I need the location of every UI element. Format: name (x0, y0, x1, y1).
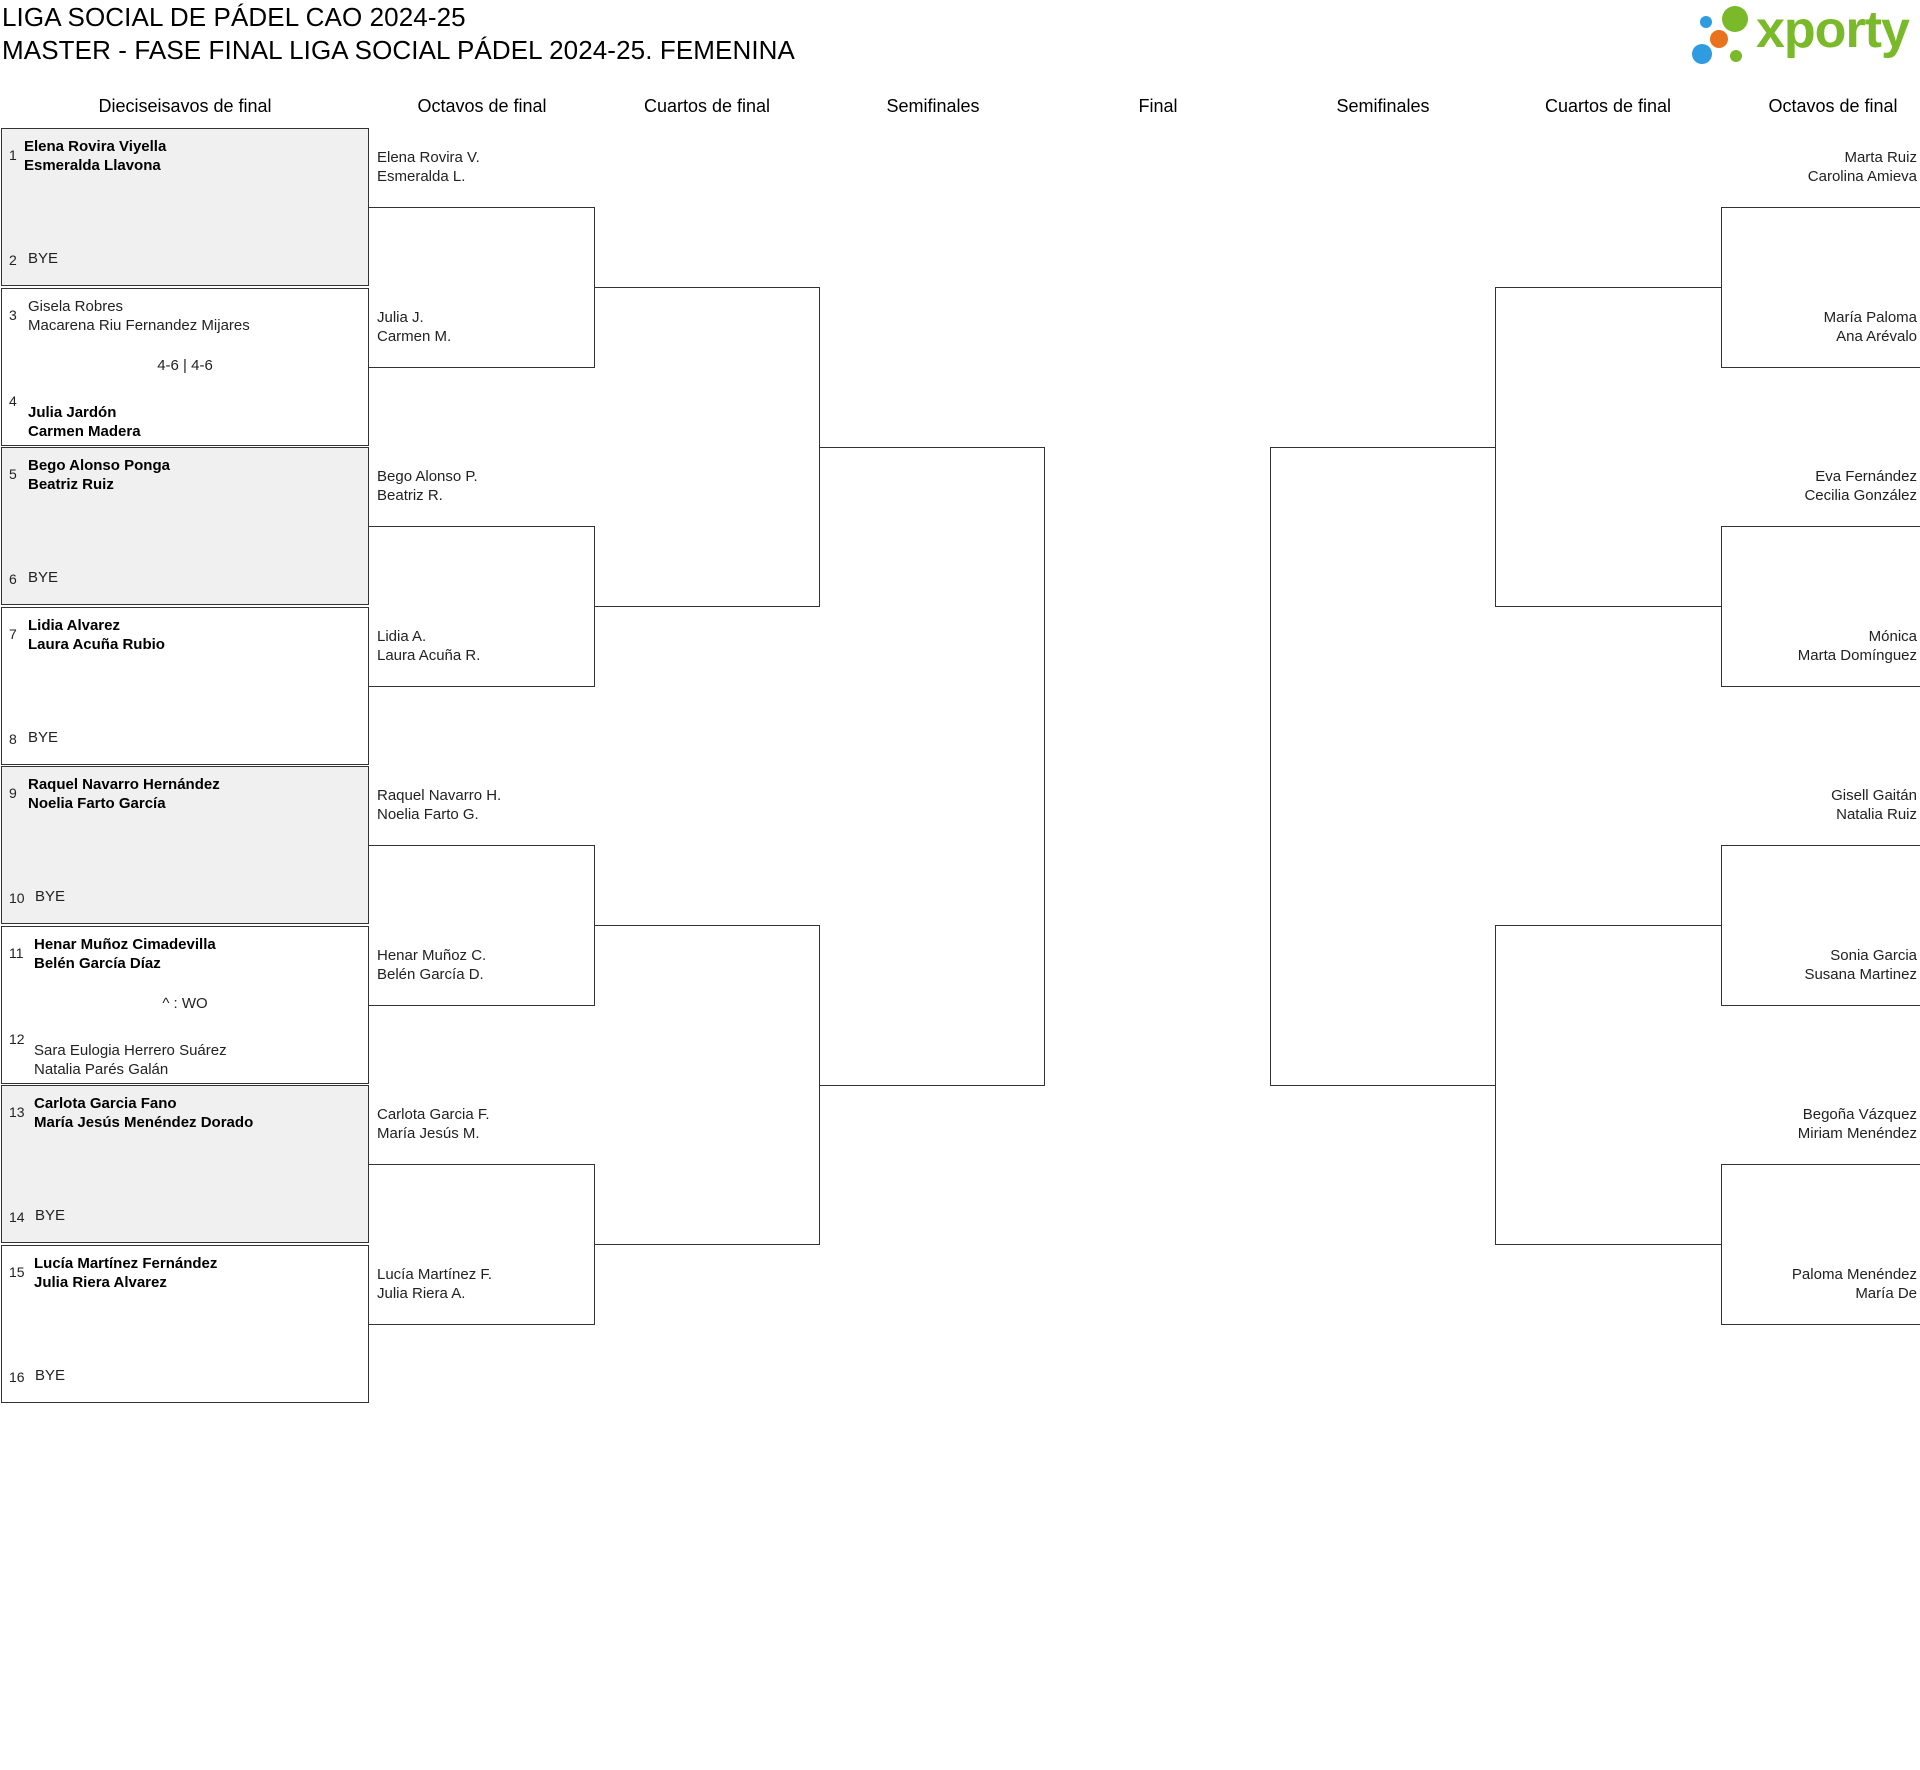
player-name: Ana Arévalo (1836, 327, 1917, 345)
player-name: Laura Acuña R. (377, 646, 481, 664)
seed-number: 11 (9, 944, 24, 961)
r16-team (377, 786, 501, 824)
bracket-connector (369, 1164, 595, 1325)
bracket-connector (595, 925, 820, 1245)
player-name: Esmeralda Llavona (24, 157, 161, 174)
seed-number: 15 (9, 1263, 25, 1280)
bracket-connector (1721, 845, 1920, 1006)
player-name: Julia Riera Alvarez (34, 1273, 167, 1291)
r16-team (377, 148, 480, 186)
player-name: Natalia Parés Galán (34, 1060, 169, 1078)
seed-number: 3 (9, 306, 17, 323)
player-name: Esmeralda L. (377, 168, 466, 185)
player-name: Julia Riera A. (377, 1284, 466, 1302)
match-box (1, 1085, 369, 1243)
player-name: Beatriz R. (377, 487, 443, 504)
logo-dot-green-small (1730, 50, 1742, 62)
player-name: Lidia A. (377, 627, 427, 645)
player-name: Sonia Garcia (1830, 946, 1917, 964)
seed-number: 16 (9, 1368, 25, 1385)
player-name: María De (1855, 1284, 1917, 1302)
seed-number: 10 (9, 890, 25, 906)
player-name: Carmen Madera (28, 422, 141, 440)
r16-team (1831, 786, 1917, 824)
seed-number: 9 (9, 785, 17, 801)
player-name: Noelia Farto G. (377, 806, 479, 823)
player-name: Elena Rovira V. (377, 149, 480, 166)
player-name: Mónica (1868, 627, 1917, 645)
logo-dot-orange (1710, 30, 1728, 48)
player-name: BYE (28, 569, 59, 586)
bracket-connector (820, 447, 1045, 1086)
tournament-subtitle: MASTER - FASE FINAL LIGA SOCIAL PÁDEL 2024-25. FEMENINA (2, 35, 795, 65)
match-box (1, 1245, 369, 1403)
seed-number: 12 (9, 1030, 25, 1047)
player-name: Laura Acuña Rubio (28, 635, 165, 653)
bracket-connector (1721, 1164, 1920, 1325)
player-name: Henar Muñoz C. (377, 946, 487, 964)
bracket-connector (369, 845, 595, 1006)
seed-number: 8 (9, 730, 17, 747)
player-name: Marta Domínguez (1797, 646, 1917, 664)
player-name: Elena Rovira Viyella (24, 138, 167, 155)
round-header-qf: Cuartos de final (643, 96, 771, 116)
r16-team (1804, 467, 1917, 505)
player-name: Carolina Amieva (1807, 168, 1917, 185)
player-name: Miriam Menéndez (1797, 1125, 1917, 1142)
bracket-connector (1270, 447, 1495, 1086)
match-box (1, 128, 369, 286)
round-header-final: Final (1138, 96, 1178, 116)
seed-number: 1 (9, 147, 17, 163)
r16-team (377, 467, 478, 505)
match-score: 4-6 | 4-6 (157, 356, 213, 374)
player-name: Lidia Alvarez (28, 616, 120, 634)
seed-number: 4 (9, 392, 17, 409)
player-name: Julia Jardón (28, 403, 117, 421)
player-name: Lucía Martínez F. (377, 1265, 493, 1283)
bracket-connector (1495, 287, 1721, 607)
round-header-qf-right: Cuartos de final (1544, 96, 1672, 116)
bracket-connector (1495, 925, 1721, 1245)
match-box (1, 766, 369, 924)
player-name: BYE (28, 728, 59, 746)
player-name: Carmen M. (377, 327, 452, 345)
match-score: ^ : WO (162, 994, 208, 1012)
round-header-r32: Dieciseisavos de final (98, 96, 272, 116)
bracket-connector (1721, 526, 1920, 687)
player-name: Beatriz Ruiz (28, 476, 114, 493)
player-name: María Jesús Menéndez Dorado (34, 1114, 254, 1131)
match-box (1, 926, 369, 1084)
player-name: María Jesús M. (377, 1125, 480, 1142)
xporty-logo (1688, 2, 1920, 72)
player-name: Carlota Garcia Fano (34, 1095, 177, 1112)
player-name: Bego Alonso P. (377, 468, 478, 485)
player-name: Lucía Martínez Fernández (34, 1254, 218, 1272)
round-header-r16-right: Octavos de final (1768, 96, 1898, 116)
player-name: Carlota Garcia F. (377, 1106, 490, 1123)
r16-team (1808, 148, 1917, 186)
player-name: Eva Fernández (1815, 468, 1917, 485)
logo-dot-green (1722, 6, 1748, 32)
player-name: Raquel Navarro H. (377, 787, 502, 804)
player-name: María Paloma (1823, 308, 1917, 326)
player-name: Noelia Farto García (28, 795, 166, 812)
seed-number: 14 (9, 1209, 25, 1225)
tournament-title: LIGA SOCIAL DE PÁDEL CAO 2024-25 (2, 2, 466, 32)
player-name: Cecilia González (1804, 487, 1917, 504)
player-name: Henar Muñoz Cimadevilla (34, 935, 216, 953)
seed-number: 6 (9, 571, 17, 587)
bracket-connector (369, 526, 595, 687)
match-box (1, 607, 369, 765)
player-name: Gisell Gaitán (1831, 787, 1917, 804)
player-name: Begoña Vázquez (1802, 1106, 1917, 1123)
player-name: Natalia Ruiz (1836, 806, 1917, 823)
r16-team (1798, 1105, 1917, 1143)
player-name: BYE (35, 1366, 66, 1384)
round-header-sf-right: Semifinales (1336, 96, 1430, 116)
player-name: BYE (35, 1207, 66, 1224)
player-name: Sara Eulogia Herrero Suárez (34, 1041, 227, 1059)
player-name: Marta Ruiz (1844, 149, 1917, 166)
player-name: Belén García D. (377, 965, 484, 983)
logo-text: xporty (1756, 1, 1909, 59)
round-header-r16: Octavos de final (417, 96, 547, 116)
seed-number: 13 (9, 1104, 25, 1120)
player-name: Bego Alonso Ponga (28, 457, 170, 474)
player-name: Paloma Menéndez (1791, 1265, 1917, 1283)
logo-dot-blue-small (1700, 16, 1712, 28)
player-name: Raquel Navarro Hernández (28, 776, 220, 793)
player-name: BYE (35, 888, 66, 905)
match-box (1, 447, 369, 605)
bracket-connector (369, 207, 595, 368)
match-box (1, 288, 369, 446)
seed-number: 2 (9, 252, 17, 268)
player-name: Gisela Robres (28, 297, 124, 315)
bracket-connector (1721, 207, 1920, 368)
player-name: BYE (28, 250, 59, 267)
seed-number: 7 (9, 625, 17, 642)
player-name: Belén García Díaz (34, 954, 161, 972)
player-name: Macarena Riu Fernandez Mijares (28, 316, 250, 334)
player-name: Susana Martinez (1804, 965, 1917, 983)
bracket-connector (595, 287, 820, 607)
r16-team (377, 1105, 490, 1143)
logo-dot-blue (1692, 44, 1712, 64)
seed-number: 5 (9, 466, 17, 482)
player-name: Julia J. (377, 308, 424, 326)
round-header-sf: Semifinales (886, 96, 980, 116)
